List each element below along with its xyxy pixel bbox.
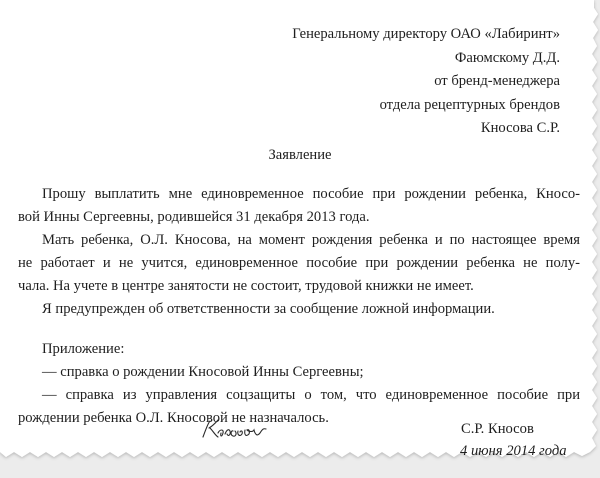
text-line: вой Инны Сергеевны, родившейся 31 декабря 2013 года.: [18, 209, 370, 225]
addressee-line: Кносова С.Р.: [480, 120, 560, 137]
text-line: Я предупрежден об ответственности за сообщение ложной информации.: [42, 301, 495, 317]
attachment-item: — справка о рождении Кносовой Инны Сергеевны;: [42, 364, 364, 380]
addressee-line: от бренд-менеджера: [434, 73, 560, 90]
attachment-item: — справка из управления соцзащиты о том, что единовременное пособие при: [42, 387, 580, 403]
addressee-line: Генеральному директору ОАО «Лабиринт»: [292, 26, 560, 42]
attachment-title: Приложение:: [42, 341, 125, 357]
text-line: Мать ребенка, О.Л. Кносова, на момент рождения ребенка и по настоящее время: [42, 232, 580, 248]
attachment-item: рождении ребенка О.Л. Кносовой не назначалось.: [18, 410, 329, 426]
attachment-section: [18, 338, 580, 430]
text-line: чала. На учете в центре занятости не состоит, трудовой книжки не имеет.: [18, 278, 474, 294]
addressee-line: отдела рецептурных брендов: [379, 96, 560, 113]
text-line: не работает и не учится, единовременное пособие при рождении ребенка не полу-: [18, 255, 580, 271]
paragraph-request: [18, 183, 580, 229]
signer-name: С.Р. Кносов: [461, 421, 534, 437]
handwritten-signature: [200, 417, 270, 443]
letter-body: [18, 183, 580, 430]
document-title: Заявление: [268, 147, 332, 163]
addressee-line: Фаюмскому Д.Д.: [454, 49, 560, 66]
text-line: Прошу выплатить мне единовременное пособие при рождении ребенка, Кносо-: [42, 186, 580, 202]
signature-date: 4 июня 2014 года: [460, 443, 567, 459]
paragraph-mother: [18, 229, 580, 298]
addressee-block: [292, 23, 560, 141]
paragraph-warning: [18, 298, 580, 321]
